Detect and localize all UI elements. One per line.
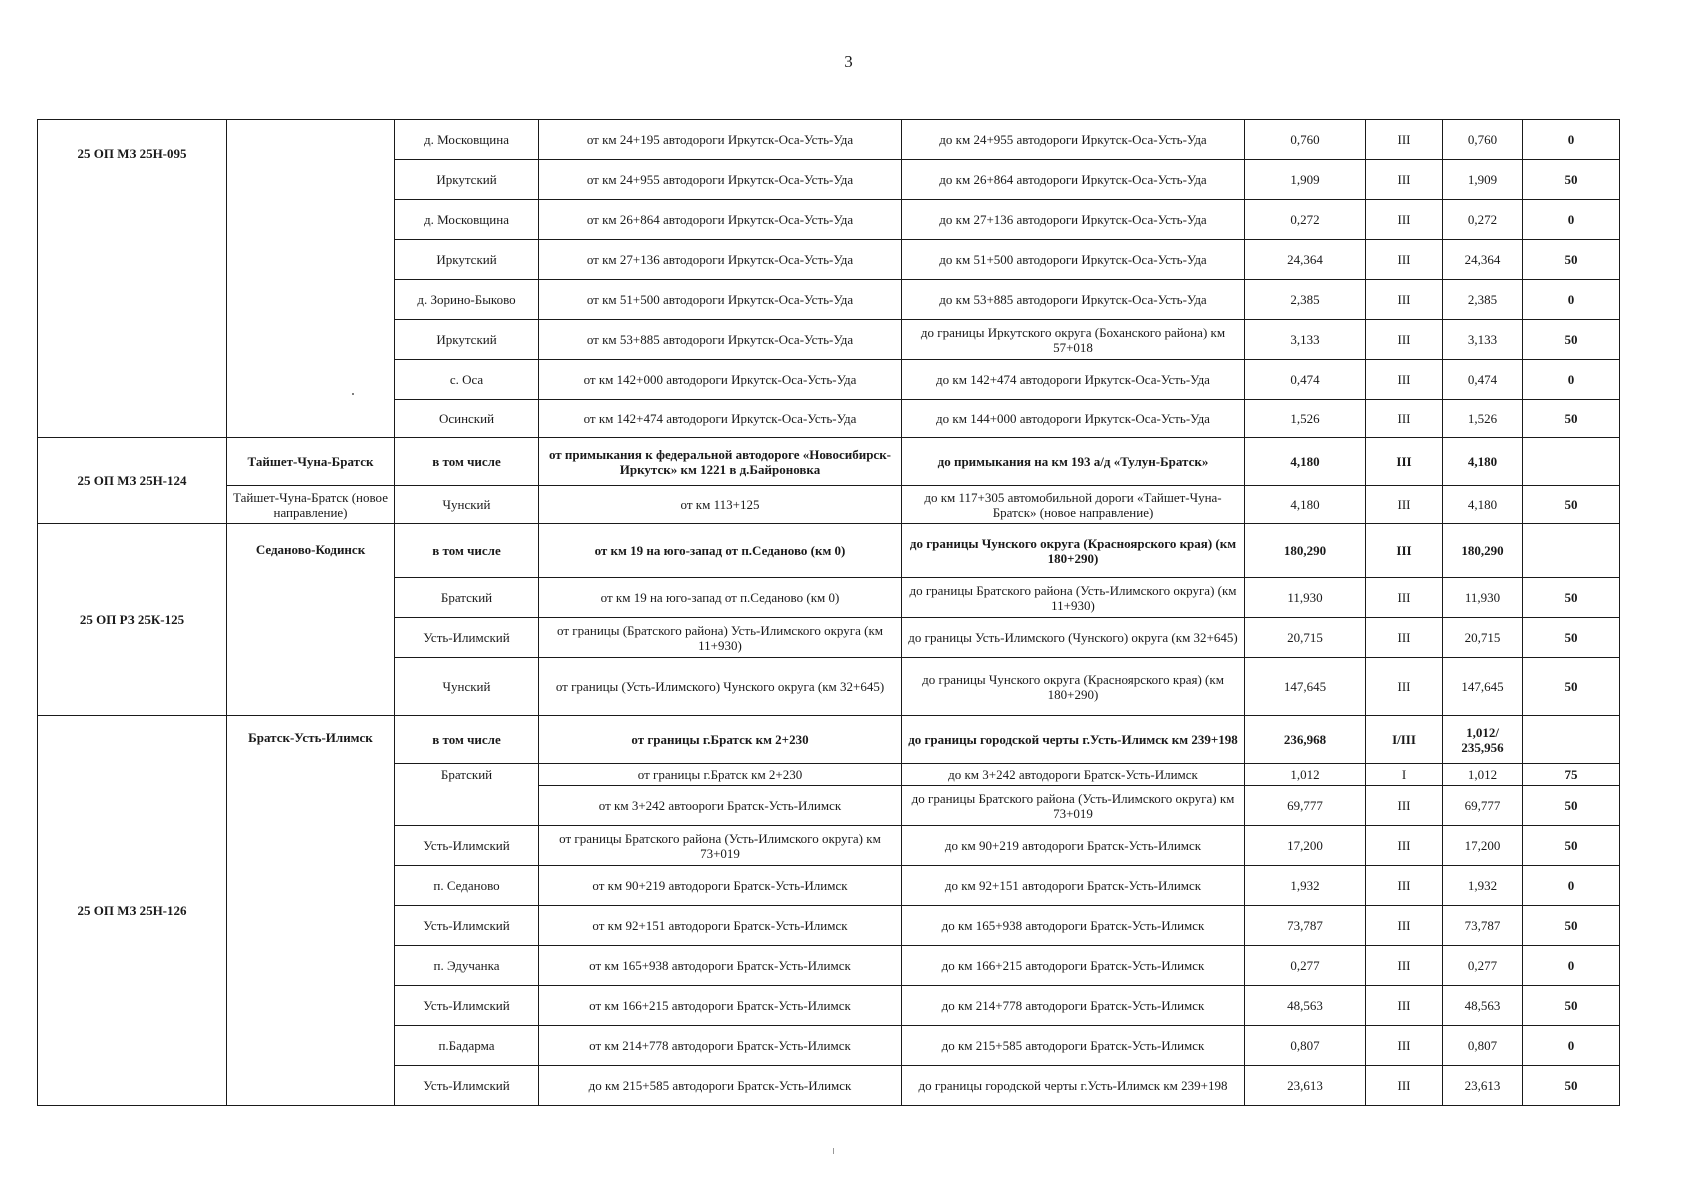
to-cell: до примыкания на км 193 а/д «Тулун-Братск» (902, 438, 1245, 486)
speed-cell: 50 (1523, 618, 1620, 658)
length2-cell: 0,807 (1443, 1026, 1523, 1066)
to-cell: до км 3+242 автодороги Братск-Усть-Илимск (902, 764, 1245, 786)
speed-cell: 0 (1523, 1026, 1620, 1066)
length-cell: 0,272 (1245, 200, 1366, 240)
speed-cell: 0 (1523, 280, 1620, 320)
speed-cell (1523, 716, 1620, 764)
to-cell: до границы Братского района (Усть-Илимского округа) км 73+019 (902, 786, 1245, 826)
to-cell: до границы Чунского округа (Красноярского края) (км 180+290) (902, 658, 1245, 716)
district-cell: д. Зорино-Быково (395, 280, 539, 320)
to-cell: до км 215+585 автодороги Братск-Усть-Илимск (902, 1026, 1245, 1066)
scan-speck (833, 1148, 834, 1154)
speed-cell (1523, 438, 1620, 486)
district-cell: в том числе (395, 716, 539, 764)
speed-cell: 50 (1523, 240, 1620, 280)
speed-cell: 50 (1523, 826, 1620, 866)
length-cell: 236,968 (1245, 716, 1366, 764)
road-code: 25 ОП РЗ 25К-125 (38, 524, 227, 716)
to-cell: до км 214+778 автодороги Братск-Усть-Илимск (902, 986, 1245, 1026)
length2-cell: 1,932 (1443, 866, 1523, 906)
from-cell: от км 19 на юго-запад от п.Седаново (км 0) (539, 524, 902, 578)
length2-cell: 20,715 (1443, 618, 1523, 658)
length-cell: 180,290 (1245, 524, 1366, 578)
length2-cell: 17,200 (1443, 826, 1523, 866)
length-cell: 2,385 (1245, 280, 1366, 320)
category-cell: I (1366, 764, 1443, 786)
district-cell: Иркутский (395, 160, 539, 200)
from-cell: от км 166+215 автодороги Братск-Усть-Илимск (539, 986, 902, 1026)
length2-cell: 0,272 (1443, 200, 1523, 240)
to-cell: до км 165+938 автодороги Братск-Усть-Илимск (902, 906, 1245, 946)
length-cell: 23,613 (1245, 1066, 1366, 1106)
length2-cell: 1,909 (1443, 160, 1523, 200)
category-cell: III (1366, 360, 1443, 400)
from-cell: от границы Братского района (Усть-Илимского округа) км 73+019 (539, 826, 902, 866)
category-cell: III (1366, 1026, 1443, 1066)
to-cell: до км 26+864 автодороги Иркутск-Оса-Усть-Уда (902, 160, 1245, 200)
category-cell: III (1366, 658, 1443, 716)
length-cell: 0,760 (1245, 120, 1366, 160)
to-cell: до км 27+136 автодороги Иркутск-Оса-Усть-Уда (902, 200, 1245, 240)
length2-cell: 24,364 (1443, 240, 1523, 280)
length-cell: 147,645 (1245, 658, 1366, 716)
district-cell: Братский (395, 578, 539, 618)
length-cell: 0,277 (1245, 946, 1366, 986)
from-cell: от км 53+885 автодороги Иркутск-Оса-Усть-Уда (539, 320, 902, 360)
length-cell: 0,807 (1245, 1026, 1366, 1066)
from-cell: от км 142+000 автодороги Иркутск-Оса-Усть-Уда (539, 360, 902, 400)
from-cell: от км 90+219 автодороги Братск-Усть-Илимск (539, 866, 902, 906)
from-cell: от границы г.Братск км 2+230 (539, 716, 902, 764)
length2-cell: 0,277 (1443, 946, 1523, 986)
category-cell: III (1366, 826, 1443, 866)
length2-cell: 1,526 (1443, 400, 1523, 438)
table-row (38, 438, 1620, 486)
from-cell: до км 215+585 автодороги Братск-Усть-Илимск (539, 1066, 902, 1106)
category-cell: III (1366, 1066, 1443, 1106)
speed-cell: 75 (1523, 764, 1620, 786)
length2-cell: 147,645 (1443, 658, 1523, 716)
length-cell: 1,932 (1245, 866, 1366, 906)
to-cell: до км 51+500 автодороги Иркутск-Оса-Усть-Уда (902, 240, 1245, 280)
category-cell: III (1366, 240, 1443, 280)
category-cell: III (1366, 320, 1443, 360)
speed-cell: 0 (1523, 360, 1620, 400)
road-code: 25 ОП МЗ 25Н-124 (38, 438, 227, 524)
from-cell: от границы (Братского района) Усть-Илимского округа (км 11+930) (539, 618, 902, 658)
length-cell: 1,012 (1245, 764, 1366, 786)
road-name: Тайшет-Чуна-Братск (новое направление) (227, 486, 395, 524)
table-row (38, 524, 1620, 578)
road-code: 25 ОП МЗ 25Н-095 (38, 120, 227, 438)
from-cell: от км 165+938 автодороги Братск-Усть-Илимск (539, 946, 902, 986)
district-cell: с. Оса (395, 360, 539, 400)
length-cell: 4,180 (1245, 486, 1366, 524)
road-code: 25 ОП МЗ 25Н-126 (38, 716, 227, 1106)
category-cell: III (1366, 986, 1443, 1026)
page-number: 3 (844, 52, 853, 71)
speed-cell: 50 (1523, 578, 1620, 618)
district-cell: Усть-Илимский (395, 618, 539, 658)
length-cell: 1,909 (1245, 160, 1366, 200)
category-cell: III (1366, 438, 1443, 486)
from-cell: от км 142+474 автодороги Иркутск-Оса-Усть-Уда (539, 400, 902, 438)
to-cell: до границы городской черты г.Усть-Илимск км 239+198 (902, 1066, 1245, 1106)
to-cell: до км 117+305 автомобильной дороги «Тайшет-Чуна-Братск» (новое направление) (902, 486, 1245, 524)
length2-cell: 4,180 (1443, 486, 1523, 524)
length2-cell: 3,133 (1443, 320, 1523, 360)
category-cell: III (1366, 400, 1443, 438)
table-row (38, 716, 1620, 764)
district-cell: д. Московщина (395, 120, 539, 160)
length2-cell: 4,180 (1443, 438, 1523, 486)
road-name: Тайшет-Чуна-Братск (227, 438, 395, 486)
length-cell: 69,777 (1245, 786, 1366, 826)
road-name: Братск-Усть-Илимск (227, 716, 395, 1106)
length-cell: 48,563 (1245, 986, 1366, 1026)
from-cell: от границы г.Братск км 2+230 (539, 764, 902, 786)
speed-cell: 0 (1523, 866, 1620, 906)
speed-cell: 0 (1523, 946, 1620, 986)
length2-cell: 1,012 (1443, 764, 1523, 786)
road-name: Седаново-Кодинск (227, 524, 395, 716)
speed-cell: 50 (1523, 160, 1620, 200)
district-cell: п.Бадарма (395, 1026, 539, 1066)
length-cell: 3,133 (1245, 320, 1366, 360)
speed-cell: 0 (1523, 120, 1620, 160)
speed-cell: 50 (1523, 1066, 1620, 1106)
district-cell: Усть-Илимский (395, 826, 539, 866)
to-cell: до км 90+219 автодороги Братск-Усть-Илимск (902, 826, 1245, 866)
speed-cell (1523, 524, 1620, 578)
to-cell: до границы городской черты г.Усть-Илимск км 239+198 (902, 716, 1245, 764)
length-cell: 73,787 (1245, 906, 1366, 946)
category-cell: III (1366, 618, 1443, 658)
length2-cell: 69,777 (1443, 786, 1523, 826)
district-cell: в том числе (395, 524, 539, 578)
category-cell: III (1366, 906, 1443, 946)
length2-cell: 1,012/ 235,956 (1443, 716, 1523, 764)
to-cell: до км 53+885 автодороги Иркутск-Оса-Усть-Уда (902, 280, 1245, 320)
road-name (227, 120, 395, 438)
from-cell: от км 92+151 автодороги Братск-Усть-Илимск (539, 906, 902, 946)
speed-cell: 50 (1523, 986, 1620, 1026)
speed-cell: 50 (1523, 906, 1620, 946)
from-cell: от км 26+864 автодороги Иркутск-Оса-Усть-Уда (539, 200, 902, 240)
district-cell: Усть-Илимский (395, 986, 539, 1026)
district-cell: Усть-Илимский (395, 1066, 539, 1106)
category-cell: III (1366, 486, 1443, 524)
from-cell: от границы (Усть-Илимского) Чунского округа (км 32+645) (539, 658, 902, 716)
length-cell: 11,930 (1245, 578, 1366, 618)
length-cell: 24,364 (1245, 240, 1366, 280)
length2-cell: 0,760 (1443, 120, 1523, 160)
to-cell: до км 24+955 автодороги Иркутск-Оса-Усть-Уда (902, 120, 1245, 160)
district-cell: Осинский (395, 400, 539, 438)
to-cell: до границы Иркутского округа (Боханского района) км 57+018 (902, 320, 1245, 360)
category-cell: I/III (1366, 716, 1443, 764)
speed-cell: 50 (1523, 658, 1620, 716)
speed-cell: 50 (1523, 320, 1620, 360)
length2-cell: 48,563 (1443, 986, 1523, 1026)
category-cell: III (1366, 578, 1443, 618)
length2-cell: 0,474 (1443, 360, 1523, 400)
from-cell: от км 24+195 автодороги Иркутск-Оса-Усть-Уда (539, 120, 902, 160)
from-cell: от примыкания к федеральной автодороге «Новосибирск-Иркутск» км 1221 в д.Байроновка (539, 438, 902, 486)
length2-cell: 11,930 (1443, 578, 1523, 618)
speed-cell: 50 (1523, 400, 1620, 438)
length-cell: 1,526 (1245, 400, 1366, 438)
length-cell: 4,180 (1245, 438, 1366, 486)
from-cell: от км 24+955 автодороги Иркутск-Оса-Усть-Уда (539, 160, 902, 200)
category-cell: III (1366, 160, 1443, 200)
length-cell: 17,200 (1245, 826, 1366, 866)
scan-speck (352, 393, 354, 395)
category-cell: III (1366, 120, 1443, 160)
to-cell: до границы Чунского округа (Красноярского края) (км 180+290) (902, 524, 1245, 578)
length2-cell: 73,787 (1443, 906, 1523, 946)
category-cell: III (1366, 866, 1443, 906)
from-cell: от км 214+778 автодороги Братск-Усть-Илимск (539, 1026, 902, 1066)
speed-cell: 50 (1523, 786, 1620, 826)
district-cell: Чунский (395, 658, 539, 716)
district-cell: д. Московщина (395, 200, 539, 240)
district-cell: Иркутский (395, 240, 539, 280)
speed-cell: 0 (1523, 200, 1620, 240)
district-cell: п. Седаново (395, 866, 539, 906)
category-cell: III (1366, 524, 1443, 578)
speed-cell: 50 (1523, 486, 1620, 524)
category-cell: III (1366, 786, 1443, 826)
to-cell: до км 144+000 автодороги Иркутск-Оса-Усть-Уда (902, 400, 1245, 438)
roads-table (37, 119, 1620, 1106)
from-cell: от км 19 на юго-запад от п.Седаново (км 0) (539, 578, 902, 618)
district-cell: Братский (395, 764, 539, 826)
to-cell: до км 92+151 автодороги Братск-Усть-Илимск (902, 866, 1245, 906)
table-row (38, 120, 1620, 160)
to-cell: до км 142+474 автодороги Иркутск-Оса-Усть-Уда (902, 360, 1245, 400)
district-cell: Чунский (395, 486, 539, 524)
district-cell: Иркутский (395, 320, 539, 360)
category-cell: III (1366, 946, 1443, 986)
from-cell: от км 51+500 автодороги Иркутск-Оса-Усть-Уда (539, 280, 902, 320)
from-cell: от км 113+125 (539, 486, 902, 524)
district-cell: п. Эдучанка (395, 946, 539, 986)
from-cell: от км 27+136 автодороги Иркутск-Оса-Усть-Уда (539, 240, 902, 280)
to-cell: до границы Усть-Илимского (Чунского) округа (км 32+645) (902, 618, 1245, 658)
to-cell: до границы Братского района (Усть-Илимского округа) (км 11+930) (902, 578, 1245, 618)
length-cell: 20,715 (1245, 618, 1366, 658)
district-cell: Усть-Илимский (395, 906, 539, 946)
district-cell: в том числе (395, 438, 539, 486)
from-cell: от км 3+242 автоороги Братск-Усть-Илимск (539, 786, 902, 826)
to-cell: до км 166+215 автодороги Братск-Усть-Илимск (902, 946, 1245, 986)
length2-cell: 180,290 (1443, 524, 1523, 578)
length2-cell: 23,613 (1443, 1066, 1523, 1106)
table-row (38, 486, 1620, 524)
category-cell: III (1366, 280, 1443, 320)
category-cell: III (1366, 200, 1443, 240)
length-cell: 0,474 (1245, 360, 1366, 400)
length2-cell: 2,385 (1443, 280, 1523, 320)
